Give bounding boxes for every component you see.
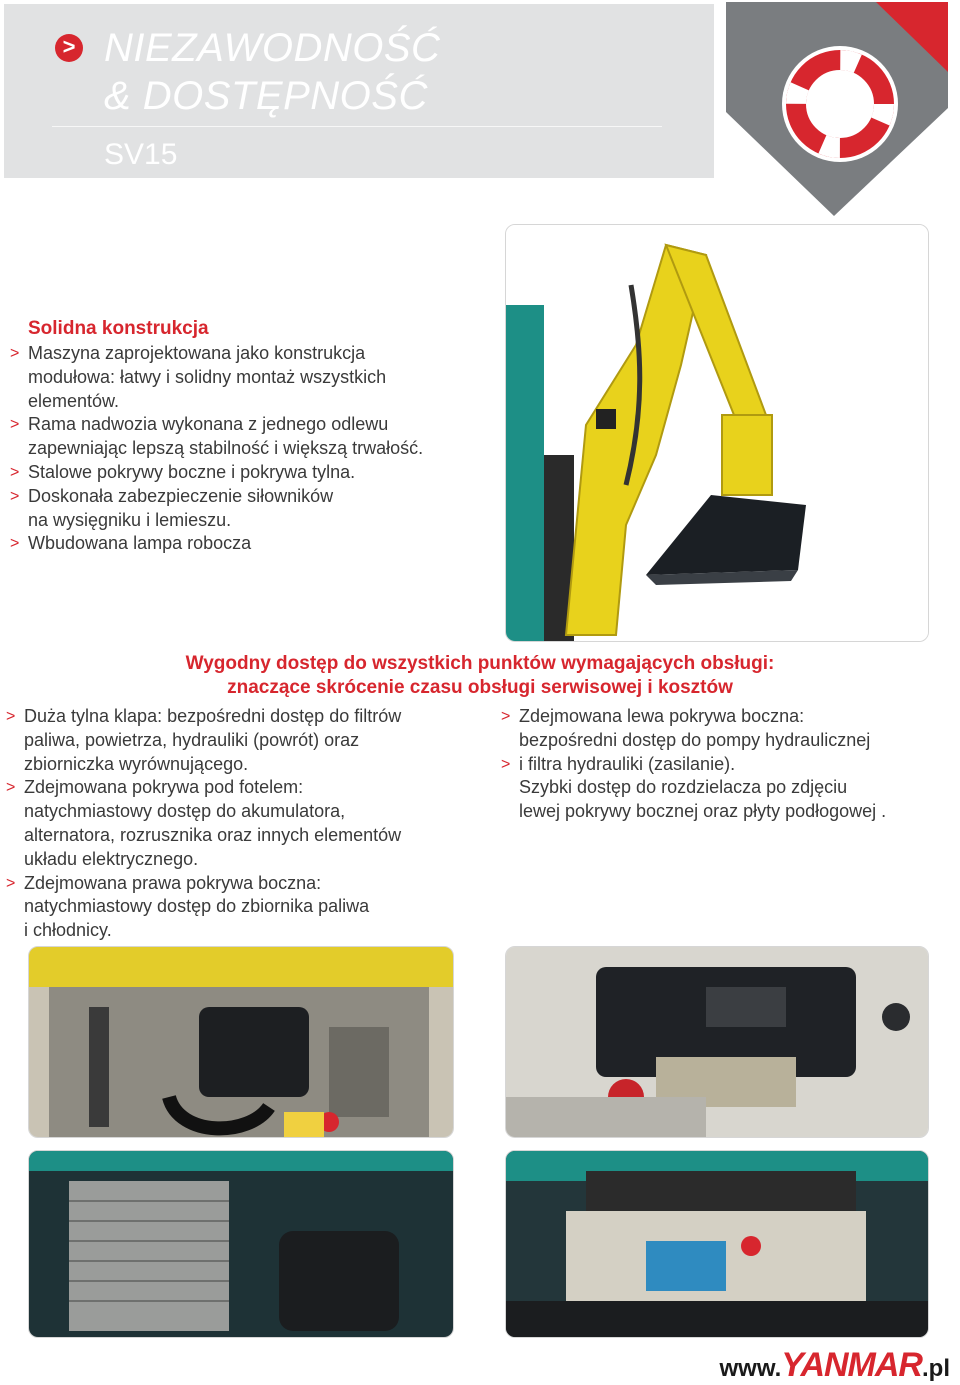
radiator-photo	[28, 1150, 454, 1338]
page-title	[104, 24, 440, 120]
bullet-chevron-icon: >	[10, 463, 20, 481]
brand-suffix: .pl	[922, 1355, 950, 1382]
list-item-text: Stalowe pokrywy boczne i pokrywa tylna.	[28, 461, 356, 482]
access-heading-line1: Wygodny dostęp do wszystkich punktów wymagających obsługi:	[185, 653, 775, 674]
model-name: SV15	[104, 138, 178, 171]
access-heading-line2: znaczące skrócenie czasu obsługi serwisowej i kosztów	[227, 676, 733, 698]
brand-logo	[720, 1346, 950, 1385]
bullet-chevron-icon: >	[10, 345, 20, 362]
header-divider	[52, 126, 662, 127]
access-list-right	[501, 705, 887, 824]
bullet-chevron-icon: >	[6, 874, 16, 892]
list-item-text: Zdejmowana prawa pokrywa boczna:	[24, 872, 322, 893]
list-item	[10, 532, 423, 556]
list-item-text: Duża tylna klapa: bezpośredni dostęp do filtrów	[24, 706, 402, 726]
list-item	[10, 461, 423, 485]
list-item	[501, 705, 886, 753]
list-item-text: lewej pokrywy bocznej oraz płyty podłogowej .	[519, 801, 887, 822]
list-item-text: zapewniając lepszą stabilność i większą trwałość.	[28, 438, 424, 459]
chevron-icon: >	[55, 34, 83, 62]
list-item-text: układu elektrycznego.	[24, 848, 199, 869]
engine-compartment-photo	[28, 946, 454, 1138]
list-item-text: i chłodnicy.	[24, 920, 112, 941]
list-item-text: natychmiastowy dostęp do akumulatora,	[24, 801, 346, 822]
list-item-text: Maszyna zaprojektowana jako konstrukcja	[28, 343, 366, 363]
list-item-text: Wbudowana lampa robocza	[28, 533, 252, 554]
list-item-text: alternatora, rozrusznika oraz innych elementów	[24, 824, 402, 845]
list-item	[6, 705, 402, 776]
list-item-text: elementów.	[28, 390, 120, 411]
brand-prefix: www.	[719, 1355, 782, 1382]
bullet-chevron-icon: >	[6, 779, 16, 797]
list-item-text: i filtra hydrauliki (zasilanie).	[519, 753, 736, 774]
list-item	[10, 485, 423, 533]
list-item	[10, 342, 423, 413]
bullet-chevron-icon: >	[10, 416, 20, 434]
bullet-chevron-icon: >	[501, 708, 511, 725]
list-item-text: na wysięgniku i lemieszu.	[28, 509, 232, 530]
list-item-text: modułowa: łatwy i solidny montaż wszystkich	[28, 366, 387, 387]
access-heading	[0, 652, 960, 699]
list-item-text: natychmiastowy dostęp do zbiornika paliwa	[24, 896, 370, 917]
list-item-text: Zdejmowana pokrywa pod fotelem:	[24, 777, 304, 798]
page-title-line1: NIEZAWODNOŚĆ	[104, 26, 441, 70]
list-item-text: Rama nadwozia wykonana z jednego odlewu	[28, 414, 389, 435]
bullet-chevron-icon: >	[10, 535, 20, 553]
page-title-line2: & DOSTĘPNOŚĆ	[104, 74, 428, 118]
list-item-text: paliwa, powietrza, hydrauliki (powrót) oraz	[24, 729, 360, 750]
hydraulic-valve-photo	[505, 1150, 929, 1338]
list-item-text: Zdejmowana lewa pokrywa boczna:	[519, 706, 805, 726]
list-item	[6, 872, 401, 943]
lifebuoy-icon	[726, 2, 948, 216]
bullet-chevron-icon: >	[6, 708, 16, 725]
brand-name: YANMAR	[781, 1346, 922, 1384]
list-item	[501, 753, 887, 824]
list-item	[10, 413, 424, 461]
list-item-text: Szybki dostęp do rozdzielacza po zdjęciu	[519, 777, 848, 798]
list-item-text: zbiorniczka wyrównującego.	[24, 753, 249, 774]
bullet-chevron-icon: >	[501, 755, 511, 773]
construction-heading: Solidna konstrukcja	[28, 318, 209, 339]
list-item	[6, 776, 402, 871]
construction-list	[10, 342, 424, 556]
access-list-left	[6, 705, 402, 943]
battery-compartment-photo	[505, 946, 929, 1138]
excavator-arm-photo	[505, 224, 929, 642]
bullet-chevron-icon: >	[10, 487, 20, 505]
list-item-text: bezpośredni dostęp do pompy hydraulicznej	[519, 729, 871, 750]
list-item-text: Doskonała zabezpieczenie siłowników	[28, 485, 334, 506]
